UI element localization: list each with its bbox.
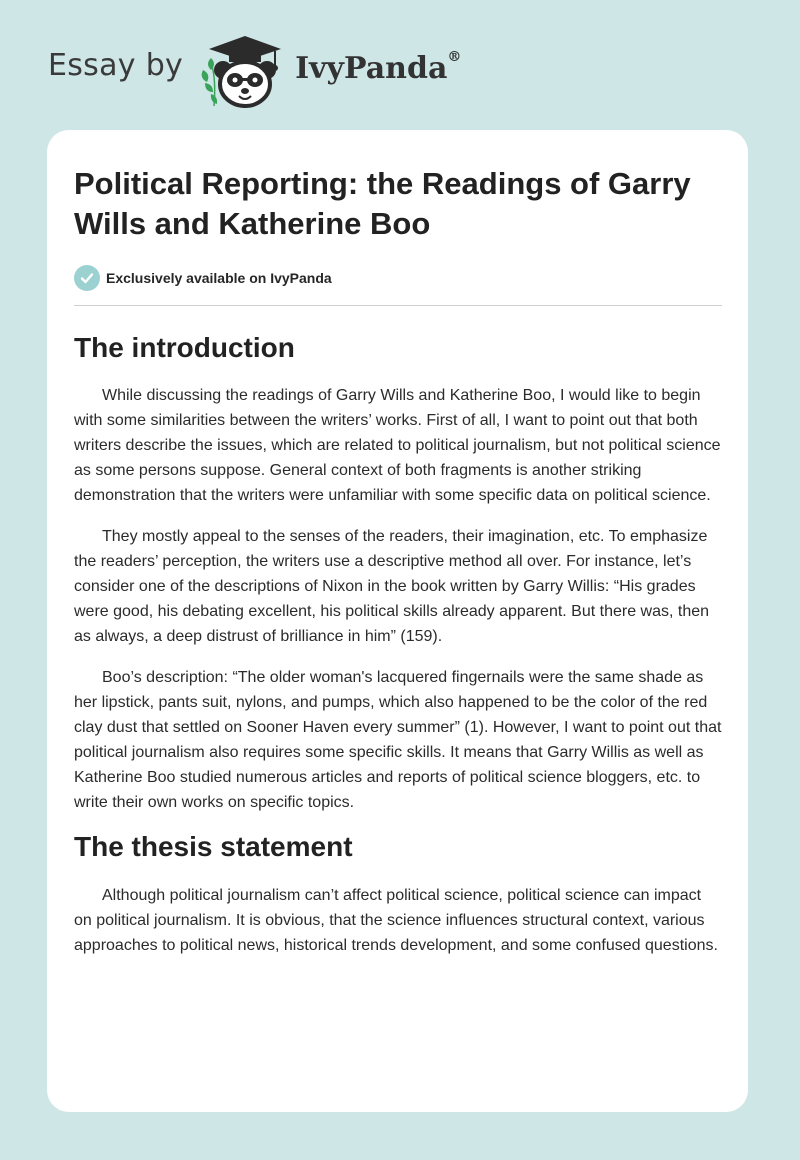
page-title: Political Reporting: the Readings of Garry Wills and Katherine Boo (74, 166, 691, 241)
section-heading-introduction: The introduction (74, 332, 295, 363)
section-heading-thesis: The thesis statement (74, 831, 353, 862)
panda-graduate-logo-icon[interactable] (199, 30, 291, 110)
exclusive-label: Exclusively available on IvyPanda (106, 270, 332, 286)
section-body-introduction (74, 383, 722, 815)
paragraph: Although political journalism can’t affect political science, political science can impact on political journalism. It is obvious, that the science influences structural context, various approaches to political news, historical trends development, and some confused questions. (74, 887, 718, 954)
brand-name[interactable]: IvyPanda® (295, 48, 462, 86)
registered-mark: ® (447, 48, 462, 65)
paragraph: While discussing the readings of Garry Wills and Katherine Boo, I would like to begin with some similarities between the writers’ works. First of all, I want to point out that both writers describe the issues, which are related to political journalism, but not political science as some persons suppose. General context of both fragments is another striking demonstration that the writers were unfamiliar with some specific data on political science. (74, 387, 721, 504)
paragraph: They mostly appeal to the senses of the readers, their imagination, etc. To emphasize the readers’ perception, the writers use a descriptive method all over. For instance, let’s consider one of the descriptions of Nixon in the book written by Garry Willis: “His grades were good, his debating excellent, his political skills already apparent. But there was, then as always, a deep distrust of brilliance in him” (159). (74, 528, 710, 645)
divider (74, 305, 722, 306)
check-circle-icon (74, 265, 100, 291)
site-header (48, 30, 461, 110)
section-body-thesis (74, 883, 722, 958)
paragraph: Boo’s description: “The older woman's lacquered fingernails were the same shade as her lipstick, pants suit, nylons, and pumps, which also happened to be the color of the red clay dust that settled on Sooner Haven every summer” (1). However, I want to point out that political journalism also requires some specific skills. It means that Garry Willis as well as Katherine Boo studied numerous articles and reports of political science bloggers, etc. to write their own works on specific topics. (74, 669, 722, 811)
essay-card (47, 130, 748, 1112)
exclusive-badge (74, 265, 722, 291)
essay-by-label: Essay by (48, 47, 184, 83)
ivy-leaf-icon (202, 58, 217, 106)
